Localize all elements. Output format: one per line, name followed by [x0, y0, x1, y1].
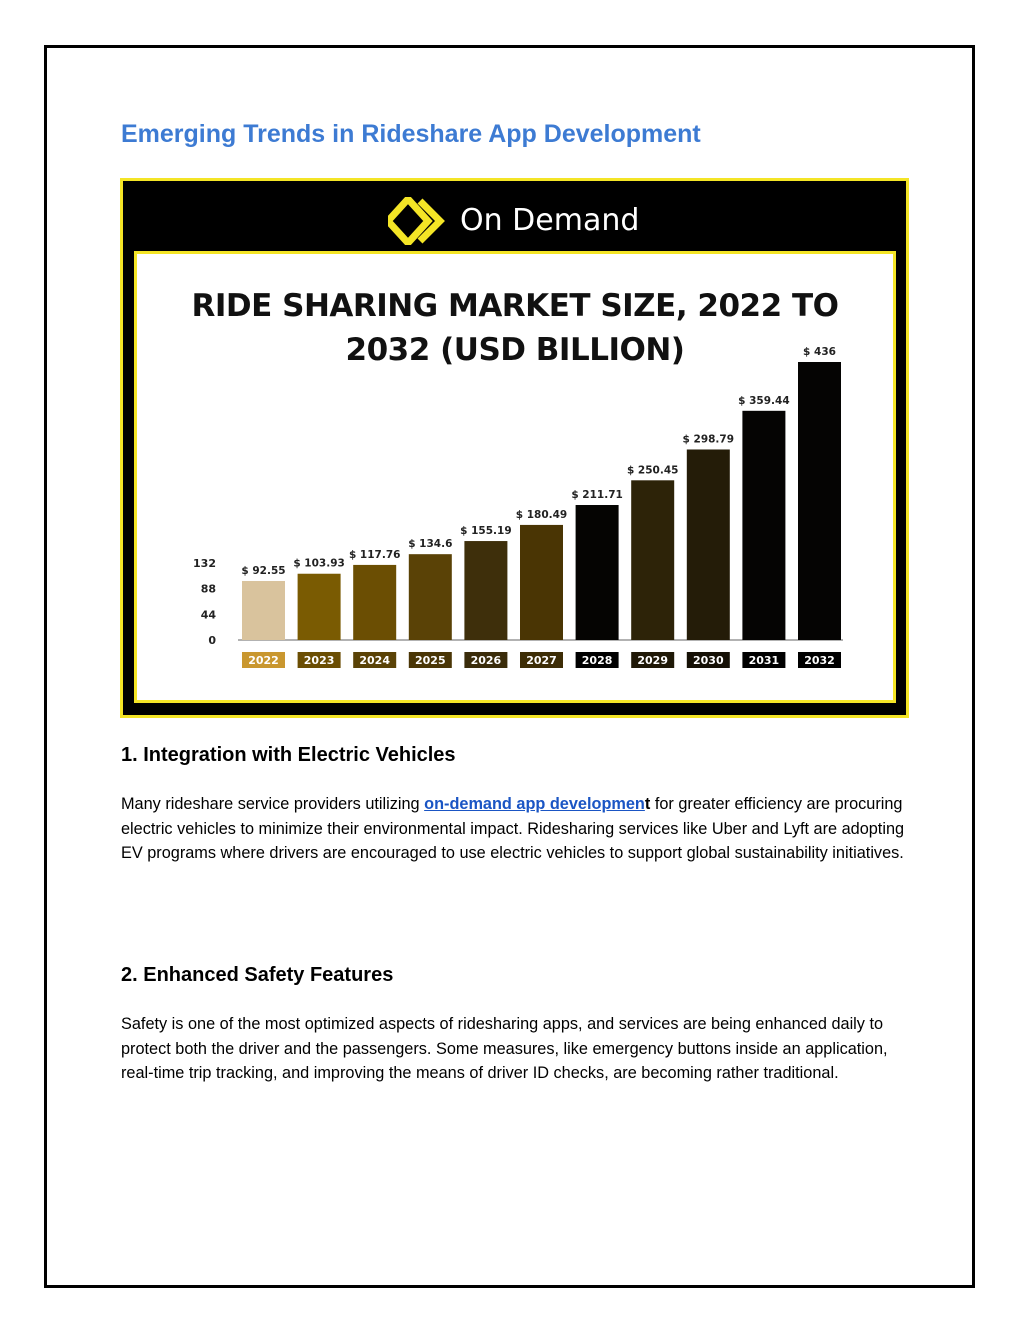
x-tick-label: 2027 — [526, 654, 557, 667]
y-tick-label: 88 — [200, 582, 216, 596]
x-tick-label: 2032 — [804, 654, 835, 667]
data-label: $ 211.71 — [571, 489, 623, 502]
data-label: $ 436 — [803, 346, 836, 358]
bar-chart — [137, 254, 893, 700]
link-suffix: t — [644, 795, 651, 813]
x-tick-label: 2023 — [303, 654, 335, 667]
market-infographic — [120, 178, 909, 718]
bar-2026 — [464, 541, 507, 640]
section-heading-safety: 2. Enhanced Safety Features — [121, 964, 394, 986]
paragraph-text: Many rideshare service providers utilizing — [121, 795, 425, 813]
x-tick-label: 2028 — [581, 654, 613, 667]
bar-2027 — [520, 525, 563, 640]
x-tick-label: 2026 — [470, 654, 502, 667]
x-tick-label: 2022 — [248, 654, 279, 667]
data-label: $ 298.79 — [682, 433, 735, 446]
data-label: $ 117.76 — [348, 548, 401, 561]
data-label: $ 155.19 — [460, 525, 512, 538]
bar-2029 — [631, 480, 674, 640]
bar-2028 — [576, 505, 619, 640]
page-title: Emerging Trends in Rideshare App Development — [121, 120, 701, 148]
data-label: $ 92.55 — [241, 564, 286, 577]
y-tick-label: 132 — [193, 557, 216, 570]
x-tick-label: 2029 — [637, 654, 669, 667]
bar-2022 — [242, 581, 285, 640]
section-paragraph-ev — [121, 792, 911, 866]
chart-title-line2: 2032 (USD BILLION) — [345, 332, 685, 368]
data-label: $ 250.45 — [626, 464, 679, 477]
chart-card — [134, 251, 896, 703]
x-tick-label: 2031 — [748, 654, 780, 667]
brand-logo — [123, 193, 906, 249]
paragraph-text: for greater efficiency are procuring electric vehicles to minimize their environmental impact. Ridesharing services like Uber and Lyft are adopting EV programs where drivers are encouraged to use electric vehicles to support global sustainability initiatives. — [121, 795, 905, 862]
x-tick-label: 2024 — [359, 654, 391, 667]
brand-name: On Demand — [460, 203, 640, 238]
data-label: $ 134.6 — [408, 538, 453, 551]
on-demand-link[interactable]: on-demand app developmen — [424, 795, 645, 813]
section-heading-ev: 1. Integration with Electric Vehicles — [121, 744, 456, 766]
data-label: $ 180.49 — [515, 508, 568, 521]
bar-2025 — [409, 554, 452, 640]
y-tick-label: 44 — [200, 608, 216, 622]
section-paragraph-safety: Safety is one of the most optimized aspects of ridesharing apps, and services are being enhanced daily to protect both the driver and the passengers. Some measures, like emergency buttons inside an application, real-time trip tracking, and improving the means of driver ID checks, are becoming rather traditional. — [121, 1015, 888, 1082]
x-tick-label: 2030 — [692, 654, 724, 667]
bar-2030 — [687, 449, 730, 640]
data-label: $ 359.44 — [738, 394, 790, 407]
bar-2023 — [298, 574, 341, 640]
chart-title-line1: RIDE SHARING MARKET SIZE, 2022 TO — [191, 288, 839, 324]
data-label: $ 103.93 — [293, 557, 345, 570]
bar-2031 — [742, 411, 785, 640]
y-tick-label: 0 — [208, 634, 216, 647]
bar-2032 — [798, 362, 841, 640]
diamond-chevron-icon — [388, 197, 448, 245]
bar-2024 — [353, 565, 396, 640]
x-tick-label: 2025 — [414, 654, 446, 667]
